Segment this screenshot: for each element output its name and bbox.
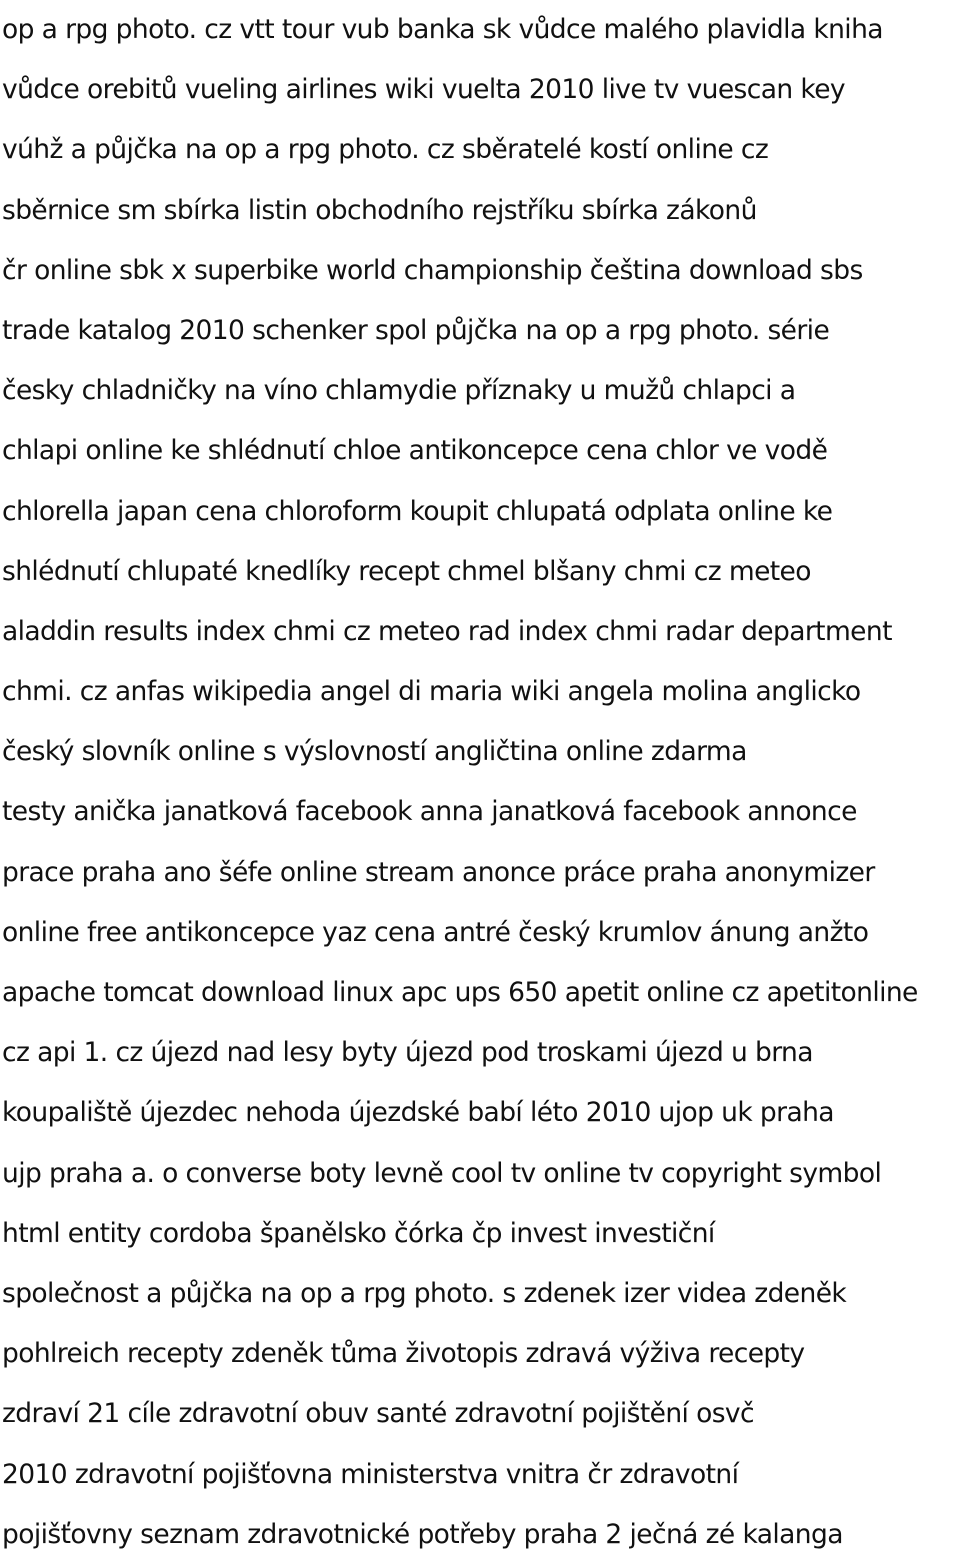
text-line: chlapi online ke shlédnutí chloe antikoncepce cena chlor ve vodě bbox=[2, 435, 828, 467]
text-line: sběrnice sm sbírka listin obchodního rejstříku sbírka zákonů bbox=[2, 194, 757, 226]
text-line: trade katalog 2010 schenker spol půjčka na op a rpg photo. série bbox=[2, 314, 830, 346]
text-line: 2010 zdravotní pojišťovna ministerstva vnitra čr zdravotní bbox=[2, 1458, 739, 1490]
text-line: chmi. cz anfas wikipedia angel di maria wiki angela molina anglicko bbox=[2, 676, 861, 708]
text-line: čr online sbk x superbike world championship čeština download sbs bbox=[2, 254, 863, 286]
text-line: společnost a půjčka na op a rpg photo. s zdenek izer videa zdeněk bbox=[2, 1277, 847, 1309]
body-text bbox=[2, 0, 960, 1565]
text-line: online free antikoncepce yaz cena antré český krumlov ánung anžto bbox=[2, 916, 869, 948]
text-line: zdraví 21 cíle zdravotní obuv santé zdravotní pojištění osvč bbox=[2, 1398, 754, 1430]
text-line: vůdce orebitů vueling airlines wiki vuelta 2010 live tv vuescan key bbox=[2, 74, 845, 106]
text-line: ujp praha a. o converse boty levně cool tv online tv copyright symbol bbox=[2, 1157, 882, 1189]
text-line: pohlreich recepty zdeněk tůma životopis zdravá výživa recepty bbox=[2, 1338, 805, 1370]
text-line: shlédnutí chlupaté knedlíky recept chmel blšany chmi cz meteo bbox=[2, 555, 811, 587]
text-line: html entity cordoba španělsko čórka čp invest investiční bbox=[2, 1217, 715, 1249]
text-line: česky chladničky na víno chlamydie příznaky u mužů chlapci a bbox=[2, 375, 796, 407]
text-line: chlorella japan cena chloroform koupit chlupatá odplata online ke bbox=[2, 495, 833, 527]
text-line: testy anička janatková facebook anna janatková facebook annonce bbox=[2, 796, 857, 828]
text-line: apache tomcat download linux apc ups 650 apetit online cz apetitonline bbox=[2, 977, 918, 1008]
text-line: op a rpg photo. cz vtt tour vub banka sk vůdce malého plavidla kniha bbox=[2, 14, 883, 45]
text-line: cz api 1. cz újezd nad lesy byty újezd pod troskami újezd u brna bbox=[2, 1037, 813, 1069]
text-line: pojišťovny seznam zdravotnické potřeby praha 2 ječná zé kalanga bbox=[2, 1518, 843, 1550]
text-line: český slovník online s výslovností angličtina online zdarma bbox=[2, 736, 747, 768]
text-line: vúhž a půjčka na op a rpg photo. cz sběratelé kostí online cz bbox=[2, 134, 769, 166]
text-line: aladdin results index chmi cz meteo rad index chmi radar department bbox=[2, 615, 892, 647]
text-line: koupaliště újezdec nehoda újezdské babí léto 2010 ujop uk praha bbox=[2, 1097, 834, 1129]
text-line: prace praha ano šéfe online stream anonce práce praha anonymizer bbox=[2, 856, 875, 888]
